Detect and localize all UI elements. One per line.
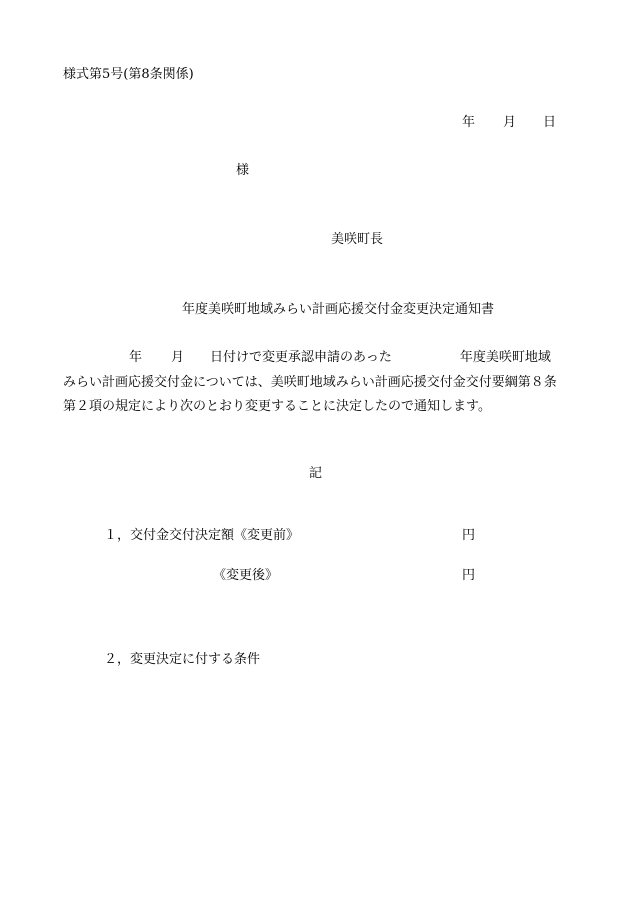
record-label: 記: [309, 466, 323, 481]
date-line: [462, 115, 556, 131]
document-title: 年度美咲町地域みらい計画応援交付金変更決定通知書: [182, 302, 495, 317]
body-year: 年: [129, 350, 143, 365]
issuer: 美咲町長: [331, 232, 384, 247]
body-text-1-tail: 年度美咲町地域: [459, 350, 551, 365]
item-2-label: ２，変更決定に付する条件: [104, 652, 261, 667]
date-year: 年: [462, 115, 476, 130]
addressee-honorific: 様: [236, 163, 250, 178]
body-month: 月: [171, 350, 185, 365]
item-1-label: １，交付金交付決定額《変更前》: [104, 528, 300, 543]
date-month: 月: [503, 115, 517, 130]
body-text-1: 日付けで変更承認申請のあった: [210, 350, 392, 365]
item-1-after-unit: 円: [462, 568, 476, 583]
body-line-3: 第２項の規定により次のとおり変更することに決定したので通知します。: [63, 399, 491, 414]
form-id: 様式第5号(第8条関係): [63, 67, 194, 82]
body-line-2: みらい計画応援交付金については、美咲町地域みらい計画応援交付金交付要綱第８条: [63, 375, 557, 390]
date-day: 日: [543, 115, 557, 130]
item-1-after-label: 《変更後》: [213, 568, 279, 583]
item-1-unit: 円: [462, 528, 476, 543]
body-line-1: [63, 350, 551, 366]
